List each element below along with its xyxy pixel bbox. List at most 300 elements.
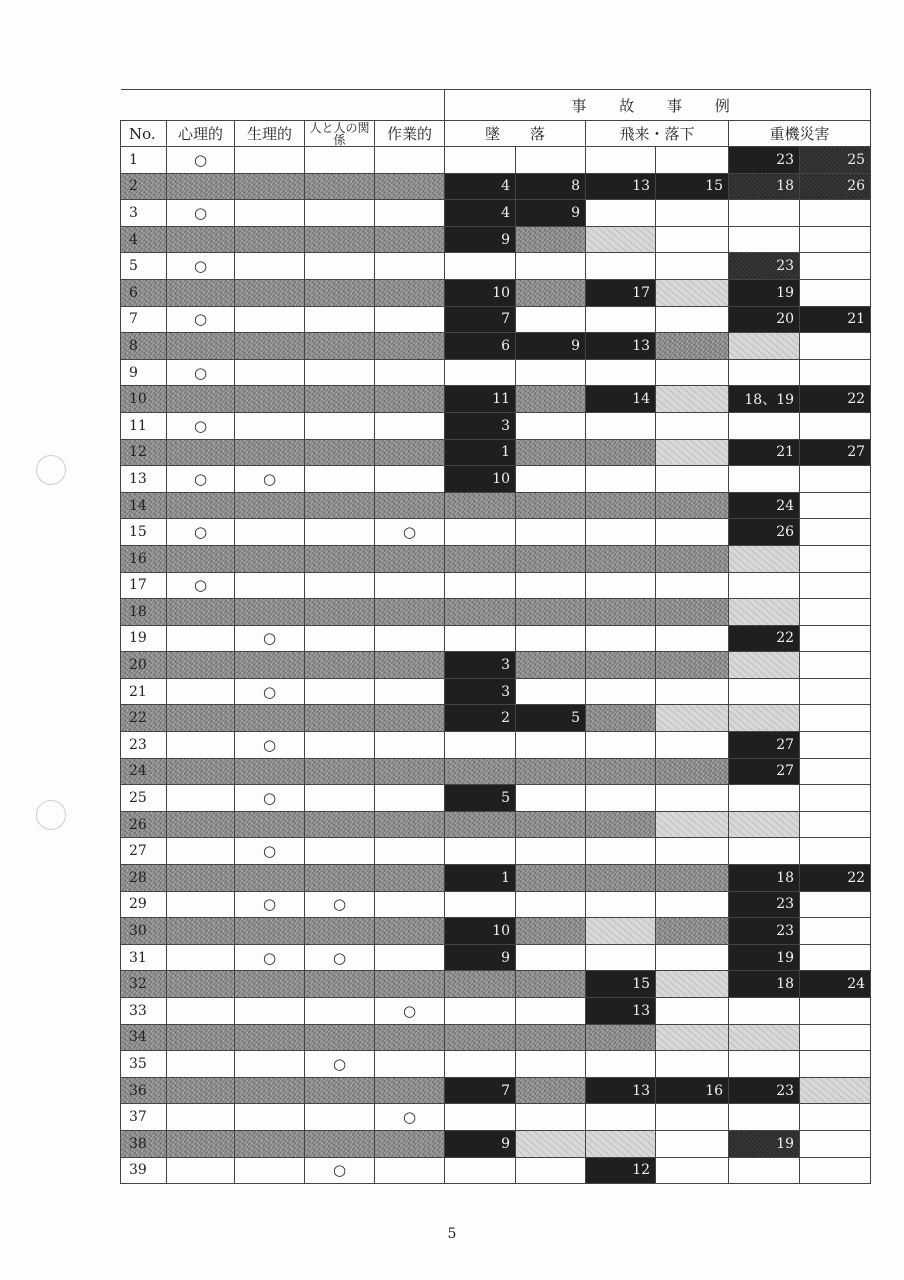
case-cell-hm2	[800, 226, 871, 253]
row-number: 34	[121, 1024, 167, 1051]
case-cell-ff1	[586, 306, 656, 333]
mark-cell-psy	[167, 625, 235, 652]
table-row	[121, 998, 871, 1025]
case-cell-hm2	[800, 599, 871, 626]
row-number: 27	[121, 838, 167, 865]
mark-cell-psy: ○	[167, 147, 235, 174]
case-cell-hm1	[729, 466, 800, 493]
case-cell-ff2	[656, 1130, 729, 1157]
case-cell-ff1	[586, 226, 656, 253]
case-cell-ff2	[656, 466, 729, 493]
mark-cell-work	[375, 599, 445, 626]
row-number: 30	[121, 918, 167, 945]
row-number: 29	[121, 891, 167, 918]
case-cell-f2	[516, 1077, 586, 1104]
mark-cell-phy	[235, 971, 305, 998]
case-cell-f2	[516, 226, 586, 253]
mark-cell-psy	[167, 732, 235, 759]
case-cell-f2	[516, 758, 586, 785]
mark-cell-inter	[305, 705, 375, 732]
mark-cell-work	[375, 572, 445, 599]
mark-cell-psy	[167, 1024, 235, 1051]
mark-cell-psy	[167, 386, 235, 413]
case-cell-ff2	[656, 678, 729, 705]
case-cell-hm2	[800, 705, 871, 732]
table-row	[121, 147, 871, 174]
mark-cell-inter	[305, 625, 375, 652]
row-number: 2	[121, 173, 167, 200]
mark-cell-work	[375, 1024, 445, 1051]
case-cell-f1: 10	[445, 918, 516, 945]
row-number: 3	[121, 200, 167, 227]
case-cell-hm2: 22	[800, 386, 871, 413]
row-number: 16	[121, 545, 167, 572]
case-cell-ff1	[586, 758, 656, 785]
case-cell-ff2	[656, 811, 729, 838]
row-number: 36	[121, 1077, 167, 1104]
case-cell-hm2	[800, 1130, 871, 1157]
table-row	[121, 944, 871, 971]
mark-cell-phy	[235, 147, 305, 174]
mark-cell-work	[375, 1051, 445, 1078]
mark-cell-work	[375, 732, 445, 759]
mark-cell-psy	[167, 333, 235, 360]
mark-cell-work	[375, 333, 445, 360]
mark-cell-inter	[305, 1077, 375, 1104]
table-row	[121, 1024, 871, 1051]
scan-punch-mark	[36, 800, 66, 830]
mark-cell-inter	[305, 545, 375, 572]
mark-cell-phy	[235, 492, 305, 519]
table-row	[121, 359, 871, 386]
case-cell-ff1	[586, 439, 656, 466]
row-number: 8	[121, 333, 167, 360]
mark-cell-inter	[305, 1104, 375, 1131]
case-cell-f2: 9	[516, 333, 586, 360]
case-cell-ff2	[656, 1157, 729, 1184]
table-row	[121, 200, 871, 227]
case-cell-hm2	[800, 625, 871, 652]
case-cell-f1	[445, 519, 516, 546]
case-cell-f2	[516, 1104, 586, 1131]
case-cell-hm2: 26	[800, 173, 871, 200]
case-cell-ff2: 16	[656, 1077, 729, 1104]
case-cell-hm1: 26	[729, 519, 800, 546]
table-row	[121, 412, 871, 439]
case-cell-hm2	[800, 1024, 871, 1051]
case-cell-ff2	[656, 1051, 729, 1078]
col-header-psychological: 心理的	[167, 121, 235, 147]
case-cell-f2	[516, 1024, 586, 1051]
table-row	[121, 253, 871, 280]
case-cell-ff1	[586, 200, 656, 227]
case-cell-f2	[516, 944, 586, 971]
mark-cell-work	[375, 971, 445, 998]
mark-cell-work	[375, 918, 445, 945]
mark-cell-phy	[235, 545, 305, 572]
case-cell-ff2	[656, 545, 729, 572]
row-number: 22	[121, 705, 167, 732]
case-cell-ff2	[656, 732, 729, 759]
mark-cell-psy: ○	[167, 412, 235, 439]
case-cell-hm2	[800, 758, 871, 785]
mark-cell-psy: ○	[167, 306, 235, 333]
case-cell-ff1	[586, 253, 656, 280]
mark-cell-phy: ○	[235, 625, 305, 652]
table-row	[121, 519, 871, 546]
case-cell-ff2	[656, 785, 729, 812]
case-cell-hm1: 27	[729, 732, 800, 759]
case-cell-f2	[516, 306, 586, 333]
row-number: 19	[121, 625, 167, 652]
mark-cell-psy: ○	[167, 359, 235, 386]
case-cell-f1: 3	[445, 412, 516, 439]
case-cell-ff1	[586, 545, 656, 572]
mark-cell-psy	[167, 1077, 235, 1104]
mark-cell-phy: ○	[235, 944, 305, 971]
case-cell-hm2	[800, 732, 871, 759]
row-number: 26	[121, 811, 167, 838]
mark-cell-inter	[305, 732, 375, 759]
mark-cell-phy	[235, 1130, 305, 1157]
case-cell-ff1	[586, 625, 656, 652]
table-row	[121, 572, 871, 599]
mark-cell-psy: ○	[167, 253, 235, 280]
case-cell-f2	[516, 147, 586, 174]
row-number: 18	[121, 599, 167, 626]
mark-cell-work: ○	[375, 519, 445, 546]
mark-cell-phy	[235, 652, 305, 679]
mark-cell-psy	[167, 838, 235, 865]
mark-cell-phy	[235, 811, 305, 838]
scan-punch-mark	[36, 455, 66, 485]
case-cell-hm2	[800, 359, 871, 386]
table-row	[121, 891, 871, 918]
mark-cell-work	[375, 944, 445, 971]
case-cell-f1: 6	[445, 333, 516, 360]
mark-cell-inter	[305, 492, 375, 519]
mark-cell-inter	[305, 439, 375, 466]
row-number: 37	[121, 1104, 167, 1131]
case-cell-ff2	[656, 226, 729, 253]
mark-cell-phy	[235, 226, 305, 253]
case-cell-ff2	[656, 891, 729, 918]
mark-cell-phy	[235, 918, 305, 945]
mark-cell-work	[375, 758, 445, 785]
case-cell-f1	[445, 971, 516, 998]
mark-cell-psy	[167, 545, 235, 572]
case-cell-ff2	[656, 572, 729, 599]
row-number: 12	[121, 439, 167, 466]
case-cell-hm2	[800, 492, 871, 519]
case-cell-ff2	[656, 944, 729, 971]
mark-cell-work: ○	[375, 998, 445, 1025]
mark-cell-inter	[305, 811, 375, 838]
table-row	[121, 678, 871, 705]
case-cell-f1	[445, 545, 516, 572]
row-number: 39	[121, 1157, 167, 1184]
case-cell-hm1: 19	[729, 1130, 800, 1157]
mark-cell-work	[375, 785, 445, 812]
case-cell-hm1: 23	[729, 1077, 800, 1104]
row-number: 24	[121, 758, 167, 785]
row-number: 21	[121, 678, 167, 705]
row-number: 11	[121, 412, 167, 439]
cases-title: 事 故 事 例	[445, 90, 871, 121]
mark-cell-psy: ○	[167, 466, 235, 493]
table-row	[121, 333, 871, 360]
case-cell-f2	[516, 572, 586, 599]
row-number: 31	[121, 944, 167, 971]
mark-cell-inter	[305, 519, 375, 546]
case-cell-f2	[516, 253, 586, 280]
mark-cell-phy	[235, 173, 305, 200]
case-cell-hm1	[729, 545, 800, 572]
case-cell-ff2	[656, 625, 729, 652]
mark-cell-phy	[235, 253, 305, 280]
mark-cell-phy	[235, 865, 305, 892]
case-cell-ff2	[656, 412, 729, 439]
mark-cell-phy	[235, 279, 305, 306]
table-row	[121, 918, 871, 945]
case-cell-hm2: 22	[800, 865, 871, 892]
case-cell-hm2	[800, 466, 871, 493]
case-cell-ff2	[656, 200, 729, 227]
case-cell-ff1	[586, 599, 656, 626]
case-cell-f2	[516, 466, 586, 493]
mark-cell-inter	[305, 1024, 375, 1051]
mark-cell-phy	[235, 412, 305, 439]
case-cell-f1: 9	[445, 944, 516, 971]
row-number: 23	[121, 732, 167, 759]
case-cell-f1: 1	[445, 439, 516, 466]
case-cell-hm1: 24	[729, 492, 800, 519]
mark-cell-inter	[305, 412, 375, 439]
row-number: 7	[121, 306, 167, 333]
case-cell-f2	[516, 359, 586, 386]
mark-cell-inter	[305, 678, 375, 705]
case-cell-ff2	[656, 439, 729, 466]
case-cell-f1	[445, 838, 516, 865]
mark-cell-phy	[235, 705, 305, 732]
row-number: 35	[121, 1051, 167, 1078]
case-cell-f1	[445, 1157, 516, 1184]
case-cell-ff1	[586, 785, 656, 812]
table-body	[121, 147, 871, 1184]
mark-cell-psy: ○	[167, 519, 235, 546]
case-cell-f1: 3	[445, 652, 516, 679]
case-cell-f1	[445, 492, 516, 519]
case-cell-hm1	[729, 599, 800, 626]
mark-cell-work	[375, 253, 445, 280]
col-header-physiological: 生理的	[235, 121, 305, 147]
case-cell-ff1	[586, 466, 656, 493]
case-cell-ff2	[656, 359, 729, 386]
case-cell-ff1	[586, 1051, 656, 1078]
mark-cell-work	[375, 1130, 445, 1157]
case-cell-ff1	[586, 572, 656, 599]
case-cell-hm2	[800, 545, 871, 572]
case-cell-f1	[445, 359, 516, 386]
case-cell-ff2	[656, 519, 729, 546]
case-cell-ff2	[656, 253, 729, 280]
mark-cell-psy	[167, 652, 235, 679]
col-header-fall: 墜 落	[445, 121, 586, 147]
table-row	[121, 466, 871, 493]
case-cell-hm2	[800, 519, 871, 546]
case-cell-f1	[445, 572, 516, 599]
header-row	[121, 121, 871, 147]
table-row	[121, 785, 871, 812]
case-cell-f1: 10	[445, 466, 516, 493]
case-cell-hm1: 27	[729, 758, 800, 785]
case-cell-ff1: 12	[586, 1157, 656, 1184]
mark-cell-phy	[235, 200, 305, 227]
table-row	[121, 279, 871, 306]
case-cell-hm2	[800, 891, 871, 918]
table-row	[121, 971, 871, 998]
mark-cell-work	[375, 865, 445, 892]
case-cell-ff1	[586, 147, 656, 174]
mark-cell-phy: ○	[235, 891, 305, 918]
case-cell-hm1	[729, 811, 800, 838]
case-cell-f2	[516, 678, 586, 705]
mark-cell-inter	[305, 971, 375, 998]
table-row	[121, 1051, 871, 1078]
case-cell-hm1	[729, 333, 800, 360]
mark-cell-inter	[305, 652, 375, 679]
mark-cell-inter	[305, 253, 375, 280]
case-cell-f1	[445, 758, 516, 785]
table-row	[121, 1077, 871, 1104]
case-cell-ff2	[656, 705, 729, 732]
case-cell-hm1	[729, 652, 800, 679]
table-row	[121, 386, 871, 413]
case-cell-f1: 7	[445, 1077, 516, 1104]
case-cell-hm2	[800, 652, 871, 679]
col-header-work: 作業的	[375, 121, 445, 147]
mark-cell-work	[375, 705, 445, 732]
mark-cell-inter	[305, 918, 375, 945]
case-cell-f2	[516, 998, 586, 1025]
table-row	[121, 838, 871, 865]
case-cell-f1	[445, 1051, 516, 1078]
mark-cell-inter	[305, 386, 375, 413]
mark-cell-psy	[167, 1104, 235, 1131]
case-cell-ff2	[656, 147, 729, 174]
case-cell-ff2	[656, 279, 729, 306]
mark-cell-work	[375, 226, 445, 253]
mark-cell-work	[375, 359, 445, 386]
case-cell-f2	[516, 918, 586, 945]
case-cell-hm1	[729, 1024, 800, 1051]
mark-cell-psy	[167, 1157, 235, 1184]
case-cell-hm2: 27	[800, 439, 871, 466]
case-cell-hm1: 23	[729, 918, 800, 945]
case-cell-f1	[445, 599, 516, 626]
case-cell-ff1: 13	[586, 173, 656, 200]
case-cell-hm2	[800, 333, 871, 360]
case-cell-ff1	[586, 492, 656, 519]
col-header-heavy-machinery: 重機災害	[729, 121, 871, 147]
case-cell-f1: 7	[445, 306, 516, 333]
case-cell-ff1	[586, 678, 656, 705]
case-cell-f2: 5	[516, 705, 586, 732]
col-header-flying-falling: 飛来・落下	[586, 121, 729, 147]
case-cell-f2: 9	[516, 200, 586, 227]
case-cell-hm1	[729, 200, 800, 227]
mark-cell-phy	[235, 1104, 305, 1131]
case-cell-f1: 2	[445, 705, 516, 732]
mark-cell-psy	[167, 865, 235, 892]
mark-cell-work	[375, 412, 445, 439]
case-cell-ff1: 13	[586, 333, 656, 360]
mark-cell-work	[375, 306, 445, 333]
mark-cell-inter: ○	[305, 944, 375, 971]
mark-cell-psy	[167, 891, 235, 918]
mark-cell-psy	[167, 226, 235, 253]
table-row	[121, 705, 871, 732]
row-number: 4	[121, 226, 167, 253]
mark-cell-work	[375, 200, 445, 227]
case-cell-ff1	[586, 732, 656, 759]
mark-cell-psy	[167, 678, 235, 705]
row-number: 20	[121, 652, 167, 679]
mark-cell-work	[375, 466, 445, 493]
row-number: 10	[121, 386, 167, 413]
case-cell-ff2	[656, 758, 729, 785]
case-cell-f2	[516, 412, 586, 439]
table-row	[121, 226, 871, 253]
mark-cell-psy	[167, 785, 235, 812]
mark-cell-inter	[305, 279, 375, 306]
case-cell-f2	[516, 1051, 586, 1078]
case-cell-f1	[445, 998, 516, 1025]
mark-cell-inter: ○	[305, 1051, 375, 1078]
header-row-top	[121, 90, 871, 121]
case-cell-f1	[445, 147, 516, 174]
row-number: 13	[121, 466, 167, 493]
case-cell-ff2	[656, 599, 729, 626]
mark-cell-phy	[235, 519, 305, 546]
case-cell-hm1: 23	[729, 147, 800, 174]
mark-cell-psy	[167, 279, 235, 306]
case-cell-ff2	[656, 492, 729, 519]
case-cell-ff1: 13	[586, 1077, 656, 1104]
accident-case-table	[120, 89, 871, 1184]
mark-cell-inter	[305, 865, 375, 892]
mark-cell-inter: ○	[305, 891, 375, 918]
case-cell-f2	[516, 519, 586, 546]
mark-cell-work	[375, 173, 445, 200]
case-cell-hm2	[800, 253, 871, 280]
mark-cell-inter	[305, 226, 375, 253]
mark-cell-work	[375, 439, 445, 466]
case-cell-ff2	[656, 998, 729, 1025]
mark-cell-psy	[167, 944, 235, 971]
case-cell-f1: 10	[445, 279, 516, 306]
case-cell-hm2	[800, 1051, 871, 1078]
row-number: 6	[121, 279, 167, 306]
case-cell-ff2	[656, 865, 729, 892]
mark-cell-work	[375, 147, 445, 174]
case-cell-hm1	[729, 838, 800, 865]
mark-cell-phy	[235, 1157, 305, 1184]
col-header-no: No.	[121, 121, 167, 147]
mark-cell-psy	[167, 971, 235, 998]
case-cell-f2	[516, 279, 586, 306]
mark-cell-work	[375, 1157, 445, 1184]
